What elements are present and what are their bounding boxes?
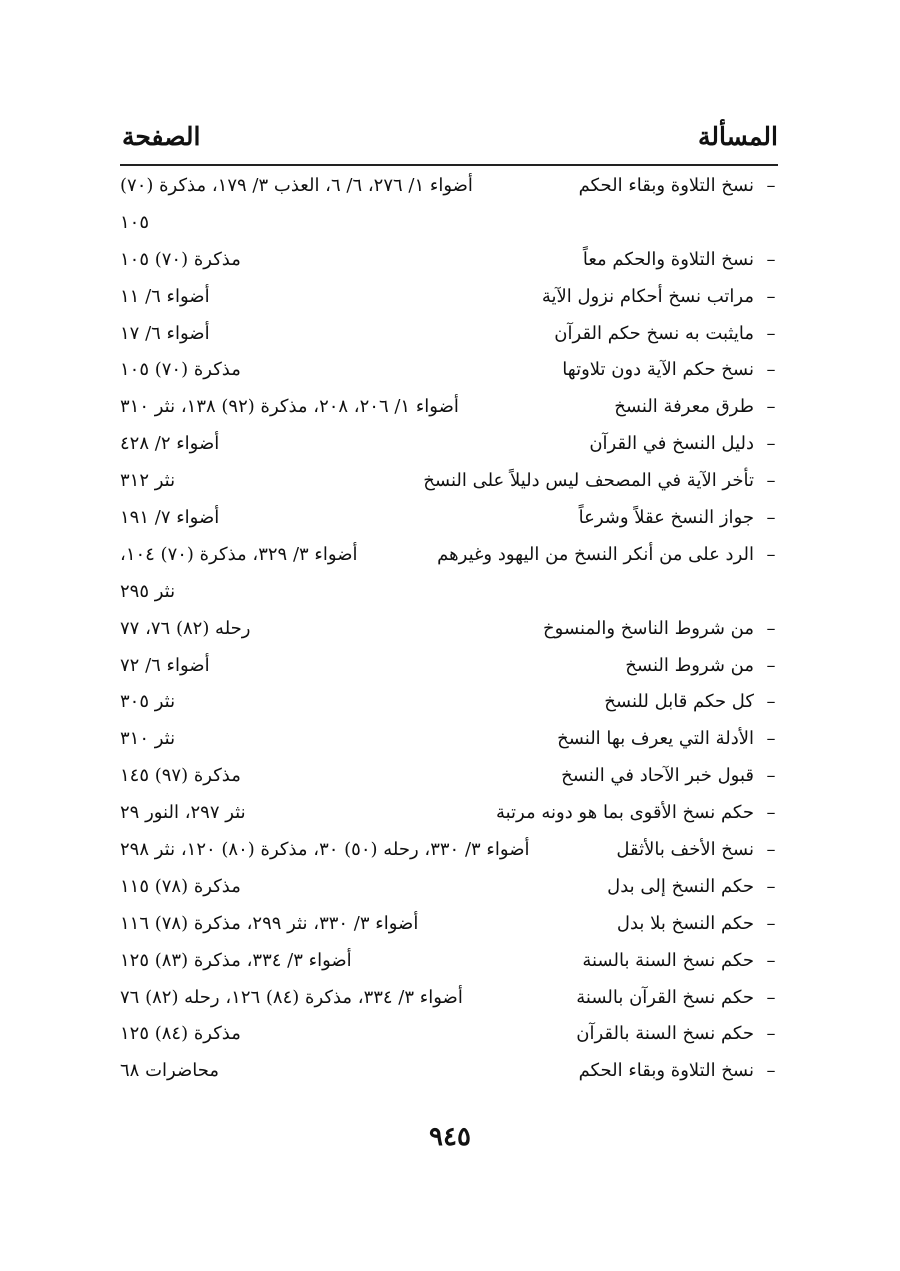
- row-dash: –: [766, 175, 776, 196]
- issue-title: حكم نسخ السنة بالقرآن: [576, 1023, 754, 1045]
- page-reference: محاضرات ٦٨: [120, 1060, 219, 1082]
- row-dash: –: [766, 1023, 776, 1045]
- row-dash: –: [766, 359, 776, 381]
- index-row: [120, 834, 780, 871]
- index-row: [120, 281, 780, 318]
- page-reference: أضواء ٢/ ٤٢٨: [120, 433, 220, 455]
- index-row: [120, 428, 780, 465]
- page-number: ٩٤٥: [429, 1122, 471, 1152]
- issue-title: حكم نسخ الأقوى بما هو دونه مرتبة: [495, 802, 754, 824]
- issue-title: نسخ التلاوة وبقاء الحكم: [578, 1060, 754, 1082]
- page-reference: نثر ٣١٠: [120, 728, 176, 750]
- index-row: [120, 502, 780, 539]
- row-dash: –: [766, 986, 776, 1008]
- page-reference: ١٠٥: [120, 211, 150, 233]
- row-dash: –: [766, 728, 776, 750]
- row-dash: –: [766, 912, 776, 934]
- index-row: [120, 723, 780, 760]
- page-reference: نثر ٢٩٥: [120, 580, 176, 602]
- page-reference: أضواء ٣/ ٣٣٠، نثر ٢٩٩، مذكرة (٧٨) ١١٦: [120, 912, 419, 934]
- issue-column-header: المسألة: [698, 122, 778, 151]
- issue-title: تأخر الآية في المصحف ليس دليلاً على النسخ: [423, 470, 754, 492]
- page-reference: أضواء ٧/ ١٩١: [120, 507, 220, 529]
- issue-title: نسخ التلاوة وبقاء الحكم: [578, 175, 754, 196]
- row-dash: –: [766, 507, 776, 529]
- row-dash: –: [766, 543, 776, 565]
- page-reference: أضواء ١/ ٢٠٦، ٢٠٨، مذكرة (٩٢) ١٣٨، نثر ٣١٠: [120, 396, 459, 418]
- row-dash: –: [766, 691, 776, 713]
- index-row: [120, 982, 780, 1019]
- page-reference: نثر ٢٩٧، النور ٢٩: [120, 802, 246, 824]
- issue-title: مايثبت به نسخ حكم القرآن: [554, 322, 754, 344]
- page-reference: أضواء ٣/ ٣٣٠، رحله (٥٠) ٣٠، مذكرة (٨٠) ١٢٠، نثر ٢٩٨: [120, 839, 530, 861]
- row-dash: –: [766, 765, 776, 787]
- index-row: [120, 391, 780, 428]
- index-row: [120, 1055, 780, 1092]
- row-dash: –: [766, 248, 776, 270]
- issue-title: حكم النسخ بلا بدل: [616, 912, 754, 934]
- issue-title: نسخ التلاوة والحكم معاً: [582, 248, 754, 270]
- page-reference: أضواء ٦/ ١٧: [120, 322, 210, 344]
- index-row: [120, 686, 780, 723]
- issue-title: كل حكم قابل للنسخ: [604, 691, 754, 713]
- page-reference: أضواء ٦/ ١١: [120, 285, 210, 307]
- issue-title: حكم نسخ السنة بالسنة: [582, 949, 754, 971]
- index-row: [120, 318, 780, 355]
- header-divider: [120, 164, 778, 166]
- index-row: [120, 244, 780, 281]
- page-reference: أضواء ٣/ ٣٣٤، مذكرة (٨٣) ١٢٥: [120, 949, 352, 971]
- index-row: [120, 576, 780, 613]
- index-row: [120, 613, 780, 650]
- index-row: [120, 170, 780, 207]
- row-dash: –: [766, 949, 776, 971]
- page-reference: نثر ٣٠٥: [120, 691, 176, 713]
- row-dash: –: [766, 322, 776, 344]
- page-reference: أضواء ١/ ٢٧٦، ٦/ ٦، العذب ٣/ ١٧٩، مذكرة (٧٠): [120, 175, 473, 196]
- page-reference: رحله (٨٢) ٧٦، ٧٧: [120, 617, 251, 639]
- index-row: [120, 760, 780, 797]
- page-reference: أضواء ٣/ ٣٣٤، مذكرة (٨٤) ١٢٦، رحله (٨٢) ٧٦: [120, 986, 463, 1008]
- page-reference: مذكرة (٧٠) ١٠٥: [120, 359, 241, 381]
- issue-title: جواز النسخ عقلاً وشرعاً: [578, 507, 754, 529]
- issue-title: حكم نسخ القرآن بالسنة: [576, 986, 754, 1008]
- index-row: [120, 207, 780, 244]
- page-reference: أضواء ٦/ ٧٢: [120, 654, 210, 676]
- index-row: [120, 797, 780, 834]
- page-reference: مذكرة (٧٨) ١١٥: [120, 875, 241, 897]
- page-reference: أضواء ٣/ ٣٢٩، مذكرة (٧٠) ١٠٤،: [120, 543, 358, 565]
- index-row: [120, 539, 780, 576]
- column-headers: [122, 122, 778, 162]
- issue-title: حكم النسخ إلى بدل: [607, 875, 754, 897]
- issue-title: مراتب نسخ أحكام نزول الآية: [541, 285, 754, 307]
- index-row: [120, 908, 780, 945]
- page-column-header: الصفحة: [122, 122, 201, 151]
- index-row: [120, 1018, 780, 1055]
- issue-title: من شروط الناسخ والمنسوخ: [543, 617, 754, 639]
- row-dash: –: [766, 470, 776, 492]
- index-row: [120, 871, 780, 908]
- index-row: [120, 945, 780, 982]
- row-dash: –: [766, 1060, 776, 1082]
- index-row: [120, 465, 780, 502]
- row-dash: –: [766, 839, 776, 861]
- issue-title: الأدلة التي يعرف بها النسخ: [557, 728, 754, 750]
- row-dash: –: [766, 875, 776, 897]
- issue-title: قبول خبر الآحاد في النسخ: [561, 765, 754, 787]
- page-reference: مذكرة (٧٠) ١٠٥: [120, 248, 241, 270]
- page-reference: مذكرة (٩٧) ١٤٥: [120, 765, 241, 787]
- index-row: [120, 650, 780, 687]
- index-list: [120, 170, 780, 1092]
- issue-title: نسخ حكم الآية دون تلاوتها: [562, 359, 754, 381]
- page-reference: مذكرة (٨٤) ١٢٥: [120, 1023, 241, 1045]
- row-dash: –: [766, 654, 776, 676]
- index-row: [120, 354, 780, 391]
- page-reference: نثر ٣١٢: [120, 470, 176, 492]
- row-dash: –: [766, 433, 776, 455]
- row-dash: –: [766, 617, 776, 639]
- issue-title: نسخ الأخف بالأثقل: [616, 839, 754, 861]
- issue-title: طرق معرفة النسخ: [614, 396, 754, 418]
- issue-title: دليل النسخ في القرآن: [589, 433, 754, 455]
- issue-title: الرد على من أنكر النسخ من اليهود وغيرهم: [437, 543, 754, 565]
- row-dash: –: [766, 285, 776, 307]
- row-dash: –: [766, 802, 776, 824]
- row-dash: –: [766, 396, 776, 418]
- issue-title: من شروط النسخ: [625, 654, 754, 676]
